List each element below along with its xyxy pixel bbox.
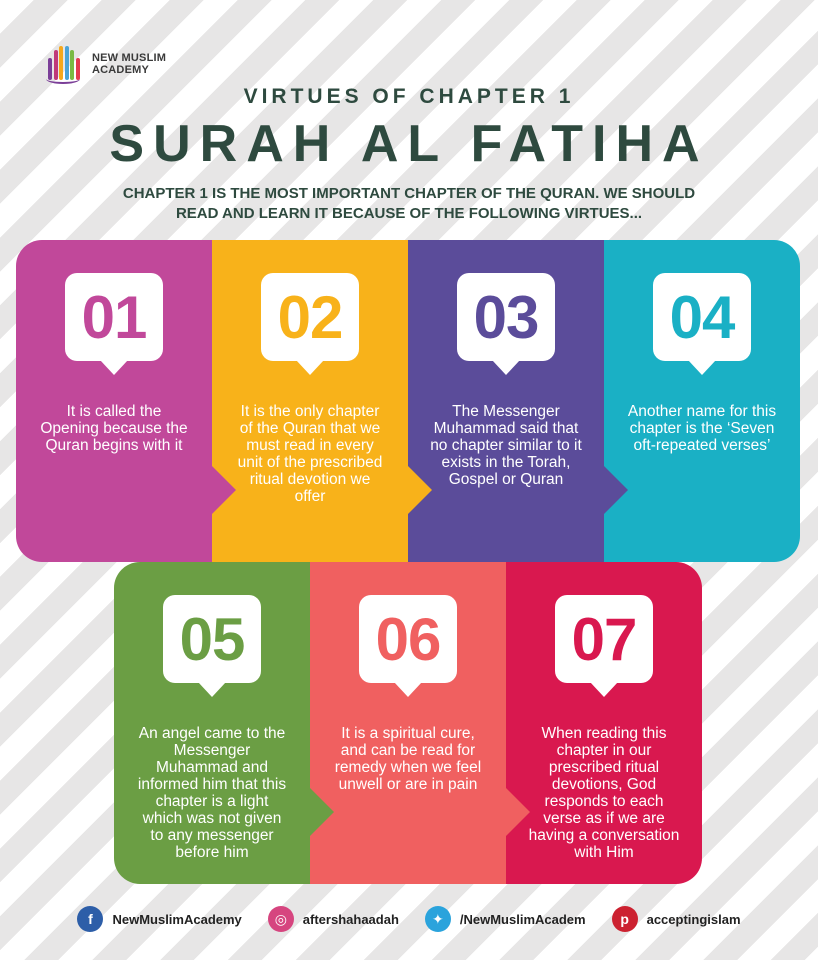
social-handle: aftershahaadah bbox=[302, 911, 399, 927]
virtue-number-badge: 05 bbox=[163, 595, 261, 683]
twitter-icon: ✦ bbox=[425, 906, 451, 932]
brand-name-line2: ACADEMY bbox=[92, 64, 150, 76]
page-subtitle: VIRTUES OF CHAPTER 1 bbox=[243, 85, 575, 108]
virtues-row-1 bbox=[16, 240, 800, 562]
virtue-card-03 bbox=[408, 240, 604, 562]
brand-logo bbox=[44, 44, 166, 84]
social-links bbox=[0, 906, 818, 932]
virtue-text: When reading this chapter in our prescribed ritual devotions, God responds to each verse as if we are having a conversation with Him bbox=[528, 725, 680, 861]
social-link-facebook[interactable] bbox=[77, 906, 241, 932]
virtue-number-badge: 06 bbox=[359, 595, 457, 683]
intro-text: CHAPTER 1 IS THE MOST IMPORTANT CHAPTER OF THE QURAN. WE SHOULD READ AND LEARN IT BECAUSE OF THE FOLLOWING VIRTUES... bbox=[122, 185, 696, 222]
brand-name bbox=[92, 52, 166, 76]
virtue-card-07 bbox=[506, 562, 702, 884]
page-title: SURAH AL FATIHA bbox=[109, 115, 709, 173]
logo-icon bbox=[44, 44, 84, 84]
virtue-card-01 bbox=[16, 240, 212, 562]
social-link-instagram[interactable] bbox=[268, 906, 399, 932]
social-handle: acceptingislam bbox=[646, 911, 741, 927]
virtue-text: An angel came to the Messenger Muhammad and informed him that this chapter is a light which was not given to any messenger before him bbox=[137, 725, 287, 861]
social-handle: NewMuslimAcademy bbox=[112, 911, 242, 927]
virtue-number-badge: 07 bbox=[555, 595, 653, 683]
social-handle: /NewMuslimAcadem bbox=[459, 911, 586, 927]
virtue-number-badge: 04 bbox=[653, 273, 751, 361]
virtue-text: Another name for this chapter is the ‘Seven oft-repeated verses’ bbox=[627, 403, 777, 454]
virtue-card-05 bbox=[114, 562, 310, 884]
instagram-icon: ◎ bbox=[268, 906, 294, 932]
virtue-text: It is the only chapter of the Quran that we must read in every unit of the prescribed ritual devotion we offer bbox=[237, 403, 383, 505]
brand-name-line1: NEW MUSLIM bbox=[92, 52, 167, 64]
virtue-text: The Messenger Muhammad said that no chapter similar to it exists in the Torah, Gospel or Quran bbox=[430, 403, 582, 488]
virtue-card-02 bbox=[212, 240, 408, 562]
virtue-number-badge: 02 bbox=[261, 273, 359, 361]
virtue-number-badge: 01 bbox=[65, 273, 163, 361]
social-link-pinterest[interactable] bbox=[612, 906, 741, 932]
facebook-icon: f bbox=[77, 906, 103, 932]
virtue-text: It is a spiritual cure, and can be read for remedy when we feel unwell or are in pain bbox=[334, 725, 482, 793]
virtues-row-2 bbox=[114, 562, 702, 884]
pinterest-icon: p bbox=[612, 906, 638, 932]
virtue-number-badge: 03 bbox=[457, 273, 555, 361]
virtue-text: It is called the Opening because the Quran begins with it bbox=[40, 403, 188, 454]
virtue-card-04 bbox=[604, 240, 800, 562]
social-link-twitter[interactable] bbox=[425, 906, 586, 932]
virtue-card-06 bbox=[310, 562, 506, 884]
logo-arc bbox=[46, 74, 80, 84]
